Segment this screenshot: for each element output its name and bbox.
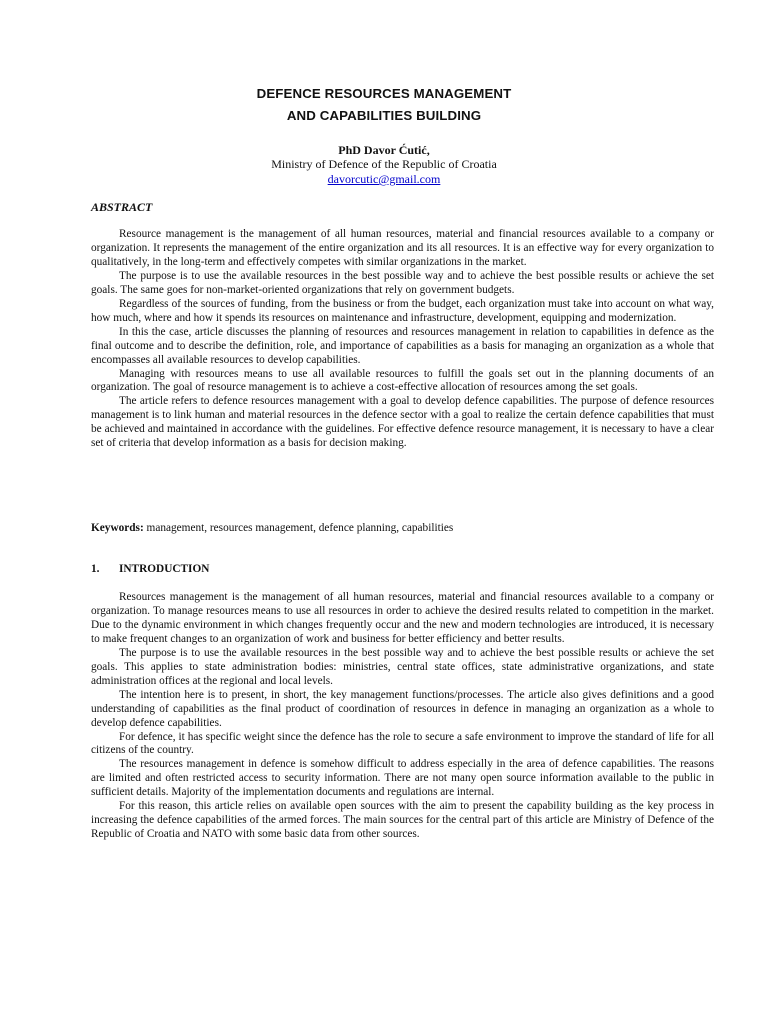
abstract-paragraph: In this the case, article discusses the planning of resources and resources management in relation to capabilities in defence as the final outcome and to describe the definition, role, and importance of capabilities as a basis for managing an organization as a whole that encompasses all available resources to develop capabilities. [91,325,714,366]
author-affiliation: Ministry of Defence of the Republic of Croatia [271,157,497,171]
abstract-paragraph: Managing with resources means to use all available resources to fulfill the goals set out in the planning documents of an organization. The goal of resource management is to achieve a cost-effective allocation of resources among the set goals. [91,367,714,394]
abstract-paragraph: Regardless of the sources of funding, from the business or from the budget, each organization must take into account on what way, how much, where and how it spends its resources on maintenance and infrastructure, development, equipping and modernization. [91,297,714,324]
section-number: 1. [91,563,100,575]
introduction-paragraph: Resources management is the management of all human resources, material and financial resources available to a company or organization. To manage resources means to use all resources in order to achieve the desired results related to competition in the market. Due to the dynamic environment in which changes frequently occur and the new and modern technologies are introduced, it is necessary to make frequent changes to an organization of work and business for better efficiency and better results. [91,591,714,645]
abstract-paragraph: Resource management is the management of all human resources, material and financial resources available to a company or organization. It represents the management of the entire organization and its all resources. It is an effective way for every organization to qualitatively, in the long-term and effectively competes with similar organizations in the market. [91,228,714,268]
abstract-paragraph: The purpose is to use the available resources in the best possible way and to achieve the best possible results or achieve the set goals. The same goes for non-market-oriented organizations that rely on government budgets. [91,269,714,296]
paper-title-line-2: AND CAPABILITIES BUILDING [286,108,482,123]
abstract-body [91,228,714,451]
author-name: PhD Davor Ćutić, [338,143,430,157]
introduction-paragraph: The resources management in defence is somehow difficult to address especially in the area of defence capabilities. The reasons are limited and often restricted access to security information. There are not many open source information available to the public in sufficient details. Majority of the implementation documents and regulations are internal. [91,758,714,799]
author-email-link[interactable]: davorcutic@gmail.com [327,172,441,186]
keywords-label: Keywords: [91,522,144,534]
introduction-body [91,591,714,842]
introduction-paragraph: The intention here is to present, in short, the key management functions/processes. The article also gives definitions and a good understanding of capabilities as the final product of coordination of resources in defence in managing an organization as a whole to develop defence capabilities. [91,688,714,729]
abstract-heading: ABSTRACT [91,200,153,214]
keywords-text: management, resources management, defence planning, capabilities [143,522,454,534]
introduction-paragraph: For defence, it has specific weight since the defence has the role to secure a safe environment to improve the standard of life for all citizens of the country. [91,730,714,757]
abstract-paragraph: The article refers to defence resources management with a goal to develop defence capabilities. The purpose of defence resources management is to link human and material resources in the defence sector with a goal to realize the certain defence capabilities that must be achieved and maintained in accordance with the guidelines. For effective defence resource management, it is necessary to have a clear set of criteria that develop information as a basis for decision making. [91,395,714,450]
section-title: INTRODUCTION [119,563,210,575]
introduction-paragraph: The purpose is to use the available resources in the best possible way and to achieve the best possible results or achieve the set goals. This applies to state administration bodies: ministries, central state offices, state administrative organizations, and state administration offices at the regional and local levels. [91,646,714,687]
introduction-paragraph: For this reason, this article relies on available open sources with the aim to present the capability building as the key process in increasing the defence capabilities of the armed forces. The main sources for the central part of this article are Ministry of Defence of the Republic of Croatia and NATO with some basic data from other sources. [91,800,714,841]
paper-title-line-1: DEFENCE RESOURCES MANAGEMENT [256,86,512,101]
keywords-line [91,521,714,535]
section-heading-introduction [91,563,209,575]
